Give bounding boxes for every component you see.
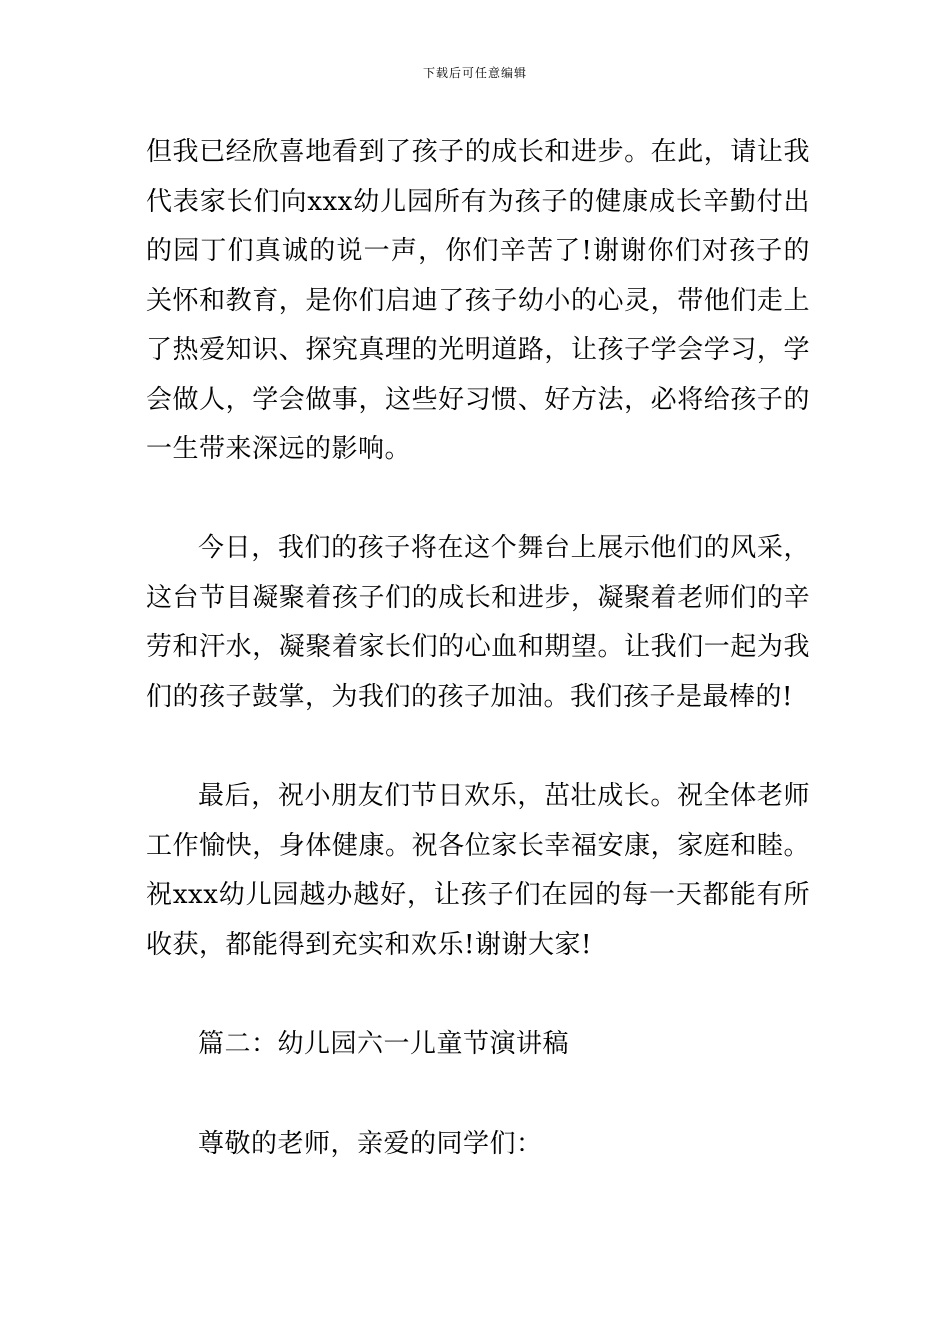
paragraph-closing-wishes: 最后，祝小朋友们节日欢乐，茁壮成长。祝全体老师工作愉快，身体健康。祝各位家长幸福安康，家庭和睦。祝xxx幼儿园越办越好，让孩子们在园的每一天都能有所收获，都能得到充实和欢乐!谢谢大家!	[146, 781, 810, 960]
paragraph-performance: 今日，我们的孩子将在这个舞台上展示他们的风采，这台节目凝聚着孩子们的成长和进步，凝聚着老师们的辛劳和汗水，凝聚着家长们的心血和期望。让我们一起为我们的孩子鼓掌，为我们的孩子加油。我们孩子是最棒的!	[146, 533, 810, 712]
paragraph-gratitude: 但我已经欣喜地看到了孩子的成长和进步。在此，请让我代表家长们向xxx幼儿园所有为孩子的健康成长辛勤付出的园丁们真诚的说一声，你们辛苦了!谢谢你们对孩子的关怀和教育，是你们启迪了孩子幼小的心灵，带他们走上了热爱知识、探究真理的光明道路，让孩子学会学习，学会做人，学会做事，这些好习惯、好方法，必将给孩子的一生带来深远的影响。	[146, 137, 810, 464]
salutation: 尊敬的老师，亲爱的同学们：	[198, 1129, 543, 1159]
section-heading: 篇二：幼儿园六一儿童节演讲稿	[198, 1029, 570, 1059]
page-header: 下载后可任意编辑	[422, 66, 527, 80]
